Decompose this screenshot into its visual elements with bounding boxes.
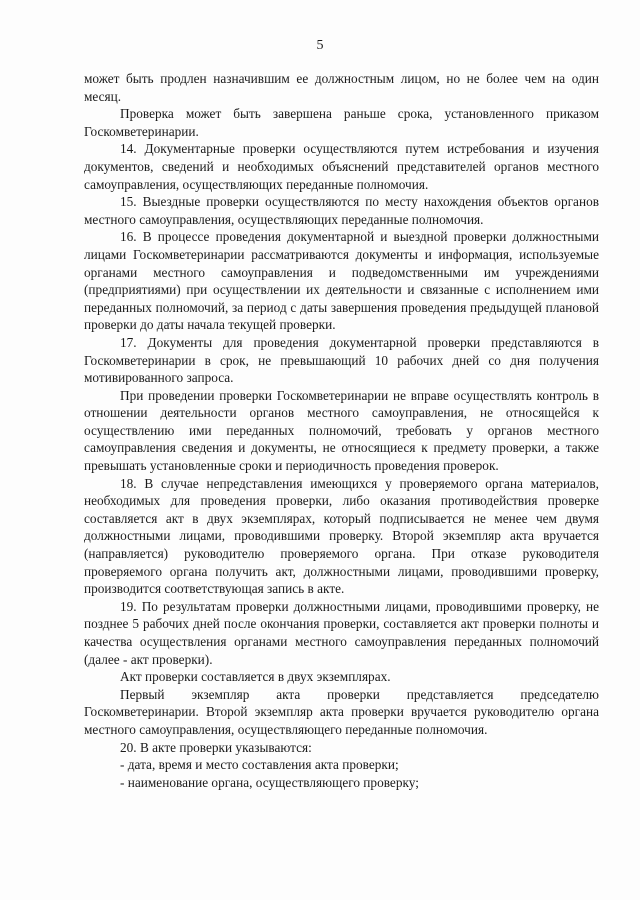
list-item-date-time-place: - дата, время и место составления акта проверки;	[120, 757, 399, 773]
list-item-inspecting-body: - наименование органа, осуществляющего проверку;	[120, 774, 419, 790]
paragraph-continuation: может быть продлен назначившим ее должностным лицом, но не более чем на один месяц.	[84, 71, 599, 104]
paragraph-act-distribution: Первый экземпляр акта проверки представляется председателю Госкомветеринарии. Второй экземпляр акта проверки вручается руководителю органа местного самоуправления, осуществляющего переданные полномочия.	[84, 686, 599, 737]
paragraph-20: 20. В акте проверки указываются:	[120, 739, 312, 755]
document-body	[84, 70, 599, 791]
paragraph-restrictions: При проведении проверки Госкомветеринарии не вправе осуществлять контроль в отношении деятельности органов местного самоуправления, не относящейся к осуществлению ими переданных полномочий, требовать у органов местного самоуправления сведения и документы, не относящиеся к предмету проверки, а также превышать установленные сроки и периодичность проведения проверок.	[84, 387, 599, 474]
paragraph-18: 18. В случае непредставления имеющихся у проверяемого органа материалов, необходимых для проведения проверки, либо оказания противодействия проверке составляется акт в двух экземплярах, который подписывается не менее чем двумя должностными лицами, проводившими проверку. Второй экземпляр акта вручается (направляется) руководителю проверяемого органа. При отказе руководителя проверяемого органа получить акт, должностными лицами, проводившими проверку, производится соответствующая запись в акте.	[84, 475, 599, 597]
paragraph-16: 16. В процессе проведения документарной и выездной проверки должностными лицами Госкомветеринарии рассматриваются документы и информация, используемые органами местного самоуправления и подведомственными им учреждениями (предприятиями) при осуществлении их деятельности и связанные с исполнением ими переданных полномочий, за период с даты завершения проведения предыдущей плановой проверки до даты начала текущей проверки.	[84, 229, 599, 333]
paragraph-early-completion: Проверка может быть завершена раньше срока, установленного приказом Госкомветеринарии.	[84, 106, 599, 139]
paragraph-17: 17. Документы для проведения документарной проверки представляются в Госкомветеринарии в срок, не превышающий 10 рабочих дней со дня получения мотивированного запроса.	[84, 334, 599, 386]
paragraph-14: 14. Документарные проверки осуществляются путем истребования и изучения документов, сведений и необходимых объяснений представителей органов местного самоуправления, осуществляющих переданные полномочия.	[84, 141, 599, 192]
paragraph-15: 15. Выездные проверки осуществляются по месту нахождения объектов органов местного самоуправления, осуществляющих переданные полномочия.	[84, 194, 599, 227]
page-number: 5	[316, 38, 324, 53]
paragraph-act-copies: Акт проверки составляется в двух экземплярах.	[120, 669, 391, 685]
paragraph-19: 19. По результатам проверки должностными лицами, проводившими проверку, не позднее 5 рабочих дней после окончания проверки, составляется акт проверки полноты и качества осуществления органами местного самоуправления переданных полномочий (далее - акт проверки).	[84, 598, 599, 667]
